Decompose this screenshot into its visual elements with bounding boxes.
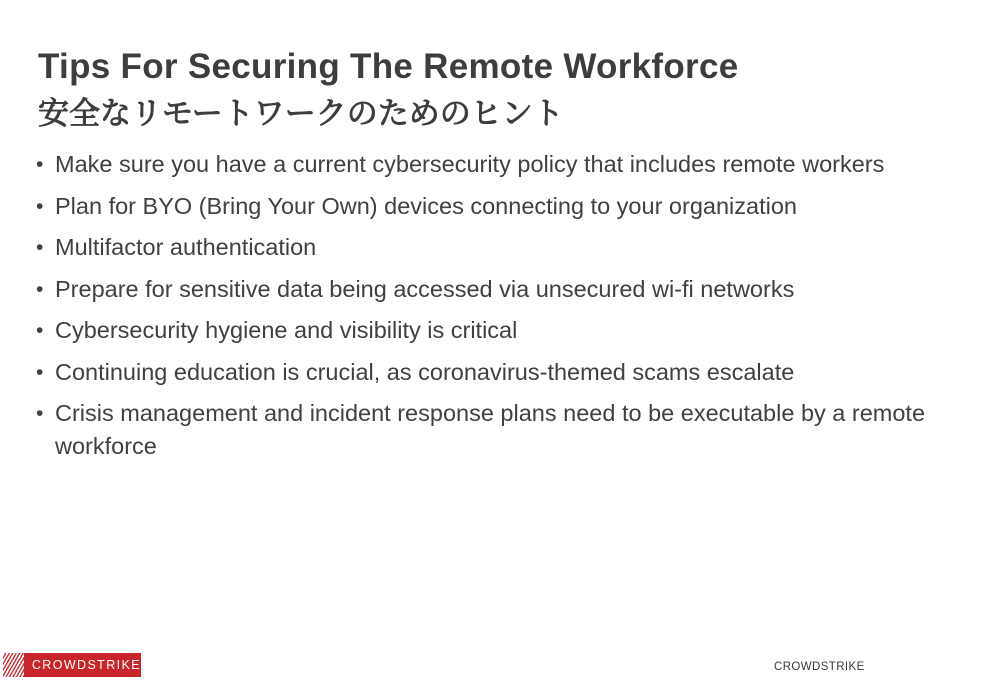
list-item [36, 356, 976, 389]
logo-wordmark: CROWDSTRIKE [24, 653, 141, 677]
bullet-icon: • [36, 277, 44, 301]
slide-title-japanese: 安全なリモートワークのためのヒント [38, 96, 564, 132]
list-item-text: Multifactor authentication [55, 234, 317, 260]
bullet-icon: • [36, 402, 44, 425]
tips-list [36, 148, 976, 472]
list-item-text: Prepare for sensitive data being accessed via unsecured wi-fi networks [55, 275, 795, 302]
list-item-text: Crisis management and incident response plans need to be executable by a remote workforce [55, 400, 926, 459]
slide-title-english: Tips For Securing The Remote Workforce [38, 47, 739, 86]
list-item-text: Continuing education is crucial, as coronavirus-themed scams escalate [55, 358, 795, 385]
crowdstrike-logo [3, 653, 141, 677]
footer-brand-text: CROWDSTRIKE [774, 661, 865, 673]
list-item-text: Plan for BYO (Bring Your Own) devices connecting to your organization [55, 192, 797, 219]
bullet-icon: • [36, 194, 44, 218]
logo-stripes-icon [3, 653, 24, 677]
bullet-icon: • [36, 153, 44, 176]
list-item [36, 148, 976, 181]
list-item [36, 314, 976, 347]
list-item [36, 231, 976, 264]
list-item [36, 397, 976, 463]
list-item-text: Make sure you have a current cybersecurity policy that includes remote workers [55, 151, 885, 177]
list-item-text: Cybersecurity hygiene and visibility is critical [55, 317, 518, 343]
bullet-icon: • [36, 360, 44, 384]
bullet-icon: • [36, 236, 44, 259]
list-item [36, 273, 976, 306]
bullet-icon: • [36, 319, 44, 342]
list-item [36, 190, 976, 223]
